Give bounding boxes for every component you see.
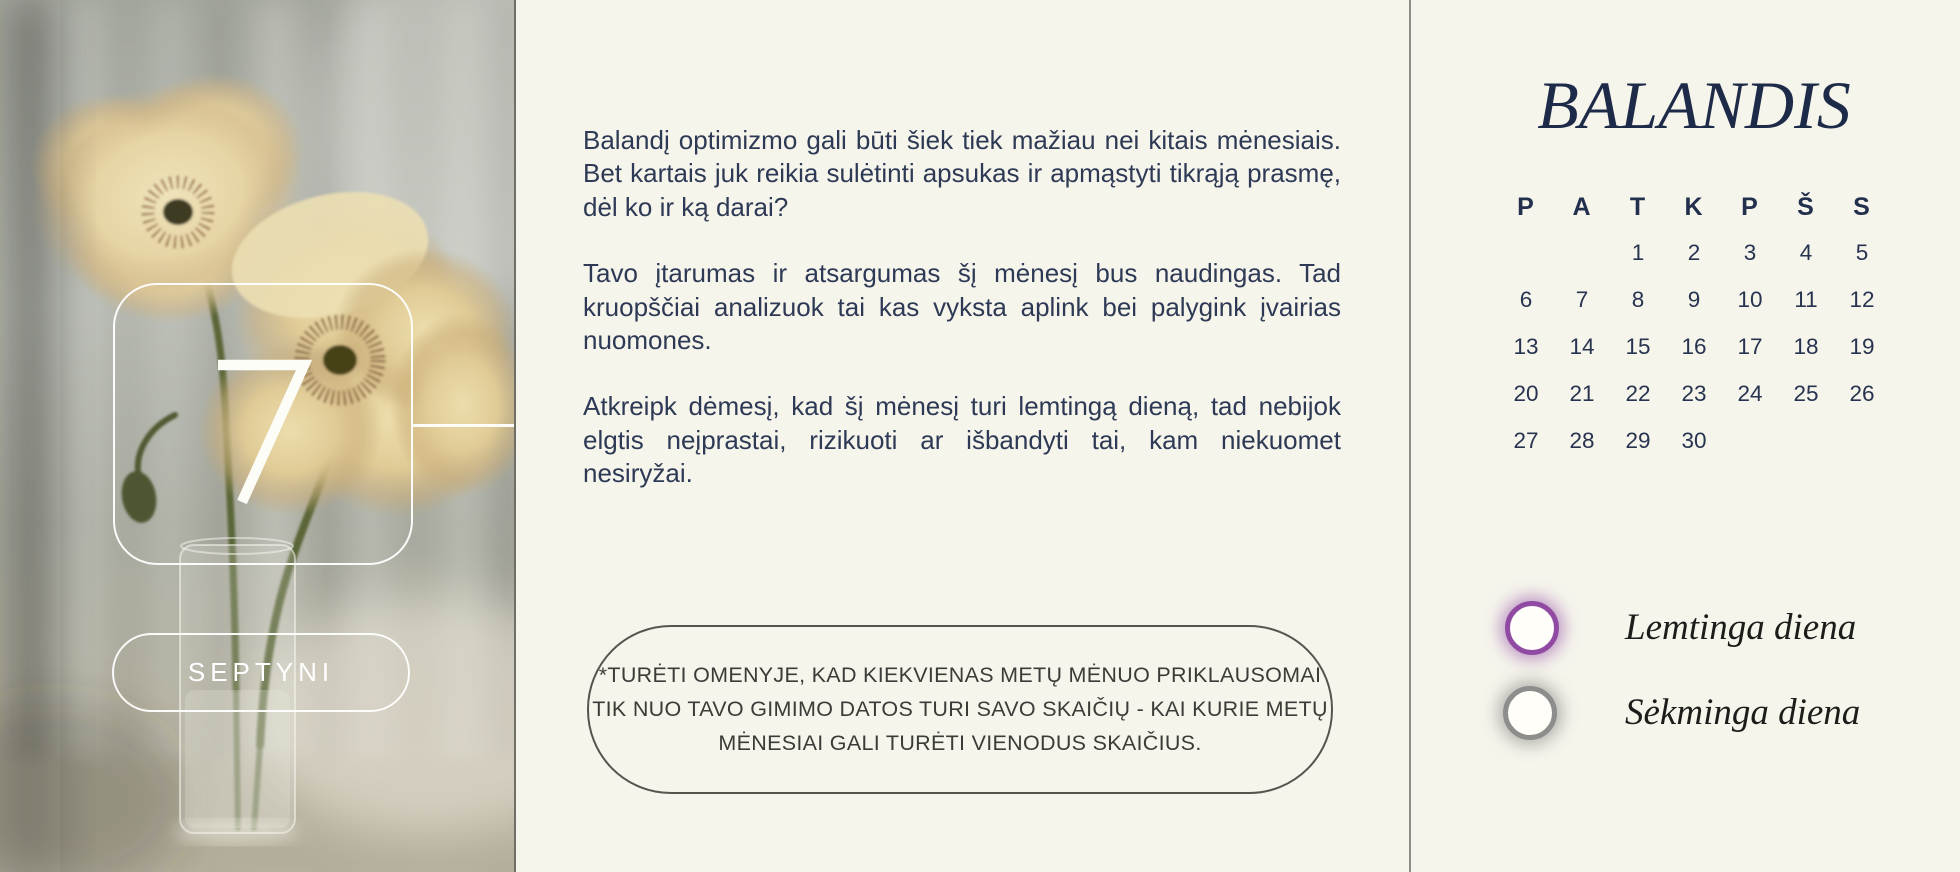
footnote-line: *TURĖTI OMENYJE, KAD KIEKVIENAS METŲ MĖNUO PRIKLAUSOMAI bbox=[598, 663, 1322, 687]
calendar-day: 4 bbox=[1799, 240, 1813, 266]
poppy-photo-panel bbox=[0, 0, 516, 872]
calendar-day: 30 bbox=[1681, 427, 1707, 453]
calendar-day: 20 bbox=[1513, 380, 1539, 406]
lucky-day-label: Sėkminga diena bbox=[1625, 692, 1861, 733]
horoscope-paragraph: Tavo įtarumas ir atsargumas šį mėnesį bus naudingas. Tad kruopščiai analizuok tai kas vyksta aplink bei palygink įvairias nuomones. bbox=[583, 258, 1341, 356]
calendar-day: 19 bbox=[1849, 333, 1875, 359]
calendar-day: 10 bbox=[1737, 287, 1763, 313]
calendar-day: 3 bbox=[1743, 240, 1757, 266]
weekday-label: S bbox=[1853, 192, 1871, 221]
calendar-day: 16 bbox=[1681, 333, 1707, 359]
calendar-day: 7 bbox=[1575, 287, 1589, 313]
weekday-label: P bbox=[1517, 192, 1535, 221]
calendar-day: 28 bbox=[1569, 427, 1595, 453]
calendar-day: 15 bbox=[1625, 333, 1651, 359]
number-word-button[interactable]: SEPTYNI bbox=[112, 633, 410, 712]
calendar-day: 29 bbox=[1625, 427, 1651, 453]
weekday-label: A bbox=[1572, 192, 1592, 221]
lucky-day-dot bbox=[1503, 686, 1557, 740]
calendar-day: 9 bbox=[1687, 287, 1701, 313]
calendar-day: 12 bbox=[1849, 287, 1875, 313]
weekday-label: K bbox=[1684, 192, 1704, 221]
weekday-label: T bbox=[1629, 192, 1647, 221]
footnote-line: MĖNESIAI GALI TURĖTI VIENODUS SKAIČIUS. bbox=[718, 731, 1202, 755]
fateful-day-dot bbox=[1505, 601, 1559, 655]
calendar-weekday-header bbox=[1498, 184, 1890, 231]
calendar-day: 5 bbox=[1855, 240, 1869, 266]
calendar-day: 14 bbox=[1569, 333, 1595, 359]
horoscope-paragraph: Balandį optimizmo gali būti šiek tiek mažiau nei kitais mėnesiais. Bet kartais juk reikia sulėtinti apsukas ir apmąstyti tikrąją prasmę, dėl ko ir ką darai? bbox=[583, 125, 1341, 222]
calendar-day: 26 bbox=[1849, 380, 1875, 406]
calendar-day: 1 bbox=[1631, 240, 1645, 266]
month-title: BALANDIS bbox=[1537, 67, 1851, 143]
calendar-day: 24 bbox=[1737, 380, 1763, 406]
calendar-day: 8 bbox=[1631, 287, 1645, 313]
calendar-day: 21 bbox=[1569, 380, 1595, 406]
fateful-day-label: Lemtinga diena bbox=[1625, 607, 1857, 648]
footnote-box bbox=[587, 625, 1333, 794]
horoscope-text bbox=[583, 124, 1341, 524]
calendar-day: 11 bbox=[1794, 287, 1818, 313]
calendar-day: 6 bbox=[1519, 287, 1533, 313]
horoscope-paragraph: Atkreipk dėmesį, kad šį mėnesį turi lemtingą dieną, tad nebijok elgtis neįprastai, rizikuoti ar išbandyti tai, kam niekuomet nesiryžai. bbox=[583, 391, 1341, 489]
footnote-line: TIK NUO TAVO GIMIMO DATOS TURI SAVO SKAIČIŲ - KAI KURIE METŲ bbox=[592, 697, 1328, 721]
weekday-label: Š bbox=[1797, 192, 1815, 221]
calendar-day: 2 bbox=[1687, 240, 1701, 266]
calendar-day: 22 bbox=[1625, 380, 1651, 406]
calendar-day: 17 bbox=[1737, 333, 1763, 359]
panel-divider bbox=[1409, 0, 1411, 872]
calendar-day: 25 bbox=[1793, 380, 1819, 406]
calendar-day: 13 bbox=[1513, 333, 1539, 359]
connector-line bbox=[413, 424, 516, 427]
calendar-day-grid bbox=[1498, 230, 1890, 464]
life-path-number-seven bbox=[205, 355, 317, 507]
calendar-day: 23 bbox=[1681, 380, 1707, 406]
calendar-day: 27 bbox=[1513, 427, 1539, 453]
weekday-label: P bbox=[1741, 192, 1759, 221]
calendar-day: 18 bbox=[1793, 333, 1819, 359]
